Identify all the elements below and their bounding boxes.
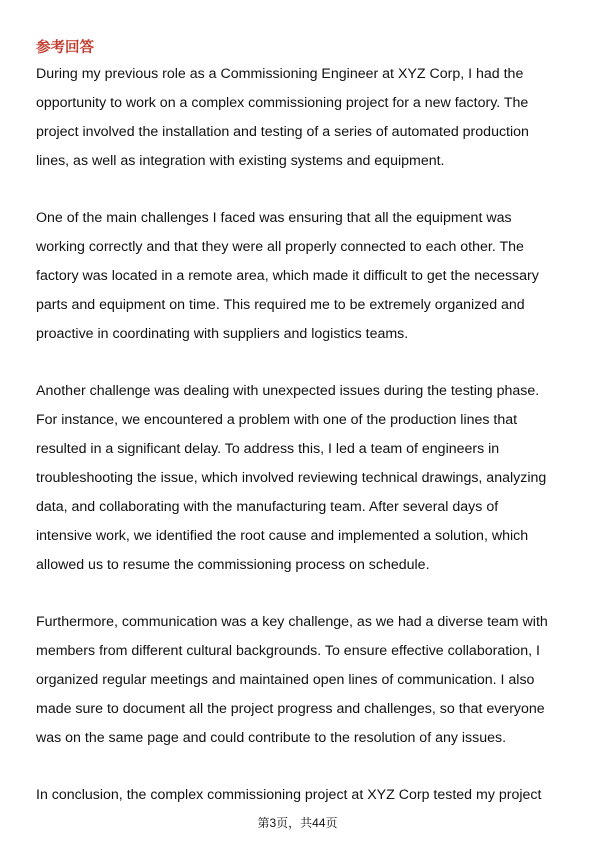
- paragraph-line: resulted in a significant delay. To address this, I led a team of engineers in: [36, 441, 500, 457]
- paragraph-line: During my previous role as a Commissioning Engineer at XYZ Corp, I had the: [36, 66, 524, 82]
- paragraph-line: intensive work, we identified the root cause and implemented a solution, which: [36, 528, 529, 544]
- paragraph-line: working correctly and that they were all properly connected to each other. The: [36, 239, 524, 255]
- paragraph-line: In conclusion, the complex commissioning project at XYZ Corp tested my project: [36, 787, 542, 803]
- paragraph-line: project involved the installation and testing of a series of automated production: [36, 124, 529, 140]
- section-heading: 参考回答: [36, 40, 94, 56]
- paragraph-line: One of the main challenges I faced was ensuring that all the equipment was: [36, 210, 512, 226]
- paragraph-line: factory was located in a remote area, which made it difficult to get the necessary: [36, 268, 539, 284]
- paragraph-line: Another challenge was dealing with unexpected issues during the testing phase.: [36, 383, 540, 399]
- paragraph-line: proactive in coordinating with suppliers and logistics teams.: [36, 326, 409, 342]
- paragraph-line: members from different cultural backgrounds. To ensure effective collaboration, I: [36, 643, 540, 659]
- paragraph-line: opportunity to work on a complex commissioning project for a new factory. The: [36, 95, 529, 111]
- paragraph-line: parts and equipment on time. This required me to be extremely organized and: [36, 297, 525, 313]
- paragraph-line: troubleshooting the issue, which involved reviewing technical drawings, analyzing: [36, 470, 547, 486]
- paragraph-line: made sure to document all the project progress and challenges, so that everyone: [36, 701, 545, 717]
- paragraph-line: For instance, we encountered a problem with one of the production lines that: [36, 412, 518, 428]
- paragraph-line: organized regular meetings and maintained open lines of communication. I also: [36, 672, 535, 688]
- paragraph-line: allowed us to resume the commissioning process on schedule.: [36, 557, 430, 573]
- paragraph-line: lines, as well as integration with existing systems and equipment.: [36, 153, 445, 169]
- page-number-footer: 第3页，共44页: [257, 816, 338, 830]
- paragraph-line: data, and collaborating with the manufacturing team. After several days of: [36, 499, 499, 515]
- paragraph-line: was on the same page and could contribute to the resolution of any issues.: [36, 730, 507, 746]
- paragraph-line: Furthermore, communication was a key challenge, as we had a diverse team with: [36, 614, 548, 630]
